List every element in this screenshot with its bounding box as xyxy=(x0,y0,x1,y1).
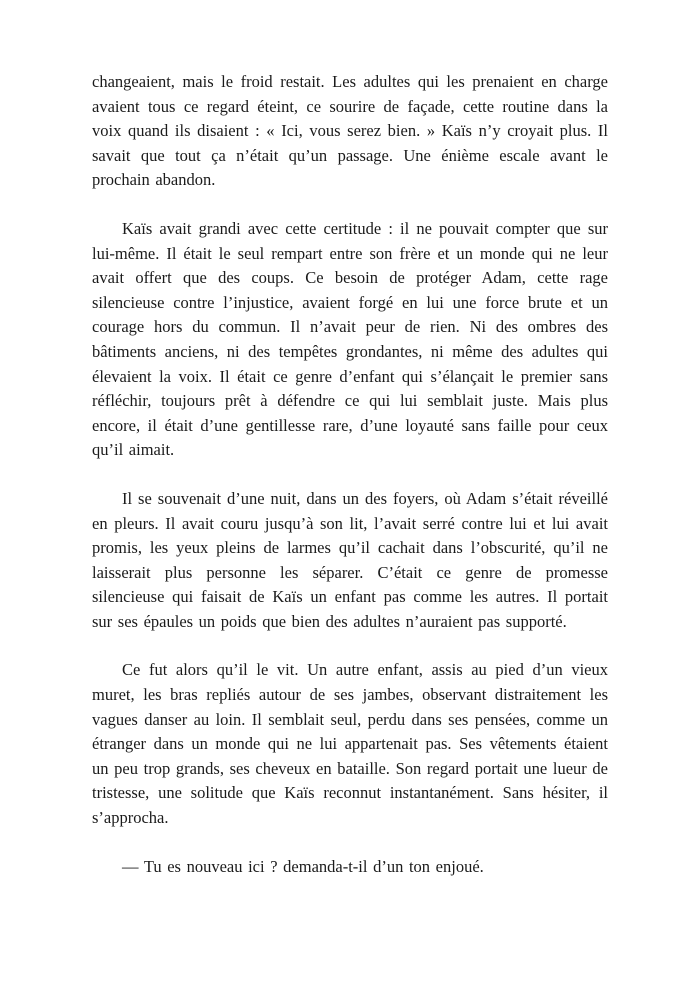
dialogue-paragraph: — Tu es nouveau ici ? demanda-t-il d’un ton enjoué. xyxy=(122,856,484,876)
body-paragraph: Kaïs avait grandi avec cette certitude : il ne pouvait compter que sur lui-même. Il était le seul rempart entre son frère et un monde qui ne leur avait offert que des coups. Ce besoin de protéger Adam, cette rage silencieuse contre l’injustice, avaient forgé en lui une force brute et un courage hors du commun. Il n’avait peur de rien. Ni des ombres des bâtiments anciens, ni des tempêtes grondantes, ni même des adultes qui élevaient la voix. Il était ce genre d’enfant qui s’élançait le premier sans réfléchir, toujours prêt à défendre ce qui lui semblait juste. Mais plus encore, il était d’une gentillesse rare, d’une loyauté sans faille pour ceux qu’il aimait. xyxy=(92,218,608,460)
body-paragraph: Il se souvenait d’une nuit, dans un des foyers, où Adam s’était réveillé en pleurs. Il avait couru jusqu’à son lit, l’avait serré contre lui et lui avait promis, les yeux pleins de larmes qu’il cachait dans l’obscurité, qu’il ne laisserait plus personne les séparer. C’était ce genre de promesse silencieuse qui faisait de Kaïs un enfant pas comme les autres. Il portait sur ses épaules un poids que bien des adultes n’auraient pas supporté. xyxy=(92,488,608,631)
body-paragraph: changeaient, mais le froid restait. Les adultes qui les prenaient en charge avaient tous ce regard éteint, ce sourire de façade, cette routine dans la voix quand ils disaient : « Ici, vous serez bien. » Kaïs n’y croyait plus. Il savait que tout ça n’était qu’un passage. Une énième escale avant le prochain abandon. xyxy=(92,72,608,190)
page-body xyxy=(92,70,608,879)
body-paragraph: Ce fut alors qu’il le vit. Un autre enfant, assis au pied d’un vieux muret, les bras repliés autour de ses jambes, observant distraitement les vagues danser au loin. Il semblait seul, perdu dans ses pensées, comme un étranger dans un monde qui ne lui appartenait pas. Ses vêtements étaient un peu trop grands, ses cheveux en bataille. Son regard portait une lueur de tristesse, une solitude que Kaïs reconnut instantanément. Sans hésiter, il s’approcha. xyxy=(92,660,608,828)
